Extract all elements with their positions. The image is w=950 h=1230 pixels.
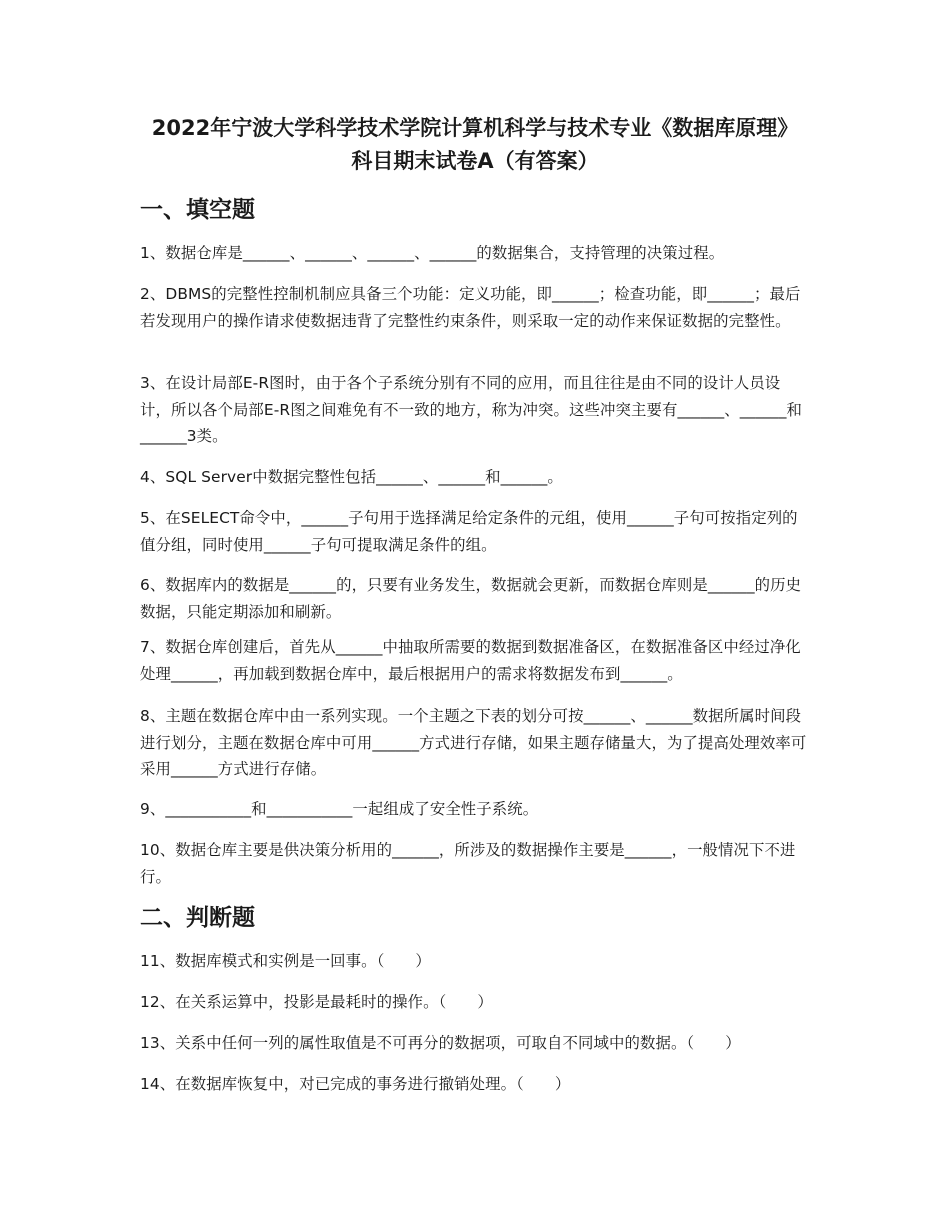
question-1: 1、数据仓库是______、______、______、______的数据集合，支持管理的决策过程。 [140,244,725,262]
question-13: 13、关系中任何一列的属性取值是不可再分的数据项，可取自不同域中的数据。（ ） [140,1034,741,1052]
title-line-1: 2022年宁波大学科学技术学院计算机科学与技术专业《数据库原理》 [151,116,799,140]
question-3: 3、在设计局部E-R图时，由于各个子系统分别有不同的应用，而且往往是由不同的设计人员设计，所以各个局部E-R图之间难免有不一致的地方，称为冲突。这些冲突主要有______、______和______3类。 [140,374,802,445]
question-10: 10、数据仓库主要是供决策分析用的______，所涉及的数据操作主要是______，一般情况下不进行。 [140,841,796,886]
section-heading-fill-in: 一、填空题 [140,197,255,223]
document-title [120,112,830,178]
question-5: 5、在SELECT命令中，______子句用于选择满足给定条件的元组，使用______子句可按指定列的值分组，同时使用______子句可提取满足条件的组。 [140,509,798,554]
question-8: 8、主题在数据仓库中由一系列实现。一个主题之下表的划分可按______、______数据所属时间段进行划分，主题在数据仓库中可用______方式进行存储，如果主题存储量大，为了提高处理效率可采用______方式进行存储。 [140,707,807,778]
question-14: 14、在数据库恢复中，对已完成的事务进行撤销处理。（ ） [140,1075,571,1093]
question-2: 2、DBMS的完整性控制机制应具备三个功能：定义功能，即______；检查功能，即______；最后若发现用户的操作请求使数据违背了完整性约束条件，则采取一定的动作来保证数据的完整性。 [140,285,801,330]
question-6: 6、数据库内的数据是______的，只要有业务发生，数据就会更新，而数据仓库则是______的历史数据，只能定期添加和刷新。 [140,576,802,621]
question-11: 11、数据库模式和实例是一回事。（ ） [140,952,431,970]
question-7: 7、数据仓库创建后，首先从______中抽取所需要的数据到数据准备区，在数据准备区中经过净化处理______，再加载到数据仓库中，最后根据用户的需求将数据发布到______。 [140,638,801,683]
question-4: 4、SQL Server中数据完整性包括______、______和______。 [140,468,563,486]
question-9: 9、___________和___________一起组成了安全性子系统。 [140,800,539,818]
section-heading-true-false: 二、判断题 [140,905,255,931]
title-line-2: 科目期末试卷A（有答案） [351,149,599,173]
question-12: 12、在关系运算中，投影是最耗时的操作。（ ） [140,993,493,1011]
